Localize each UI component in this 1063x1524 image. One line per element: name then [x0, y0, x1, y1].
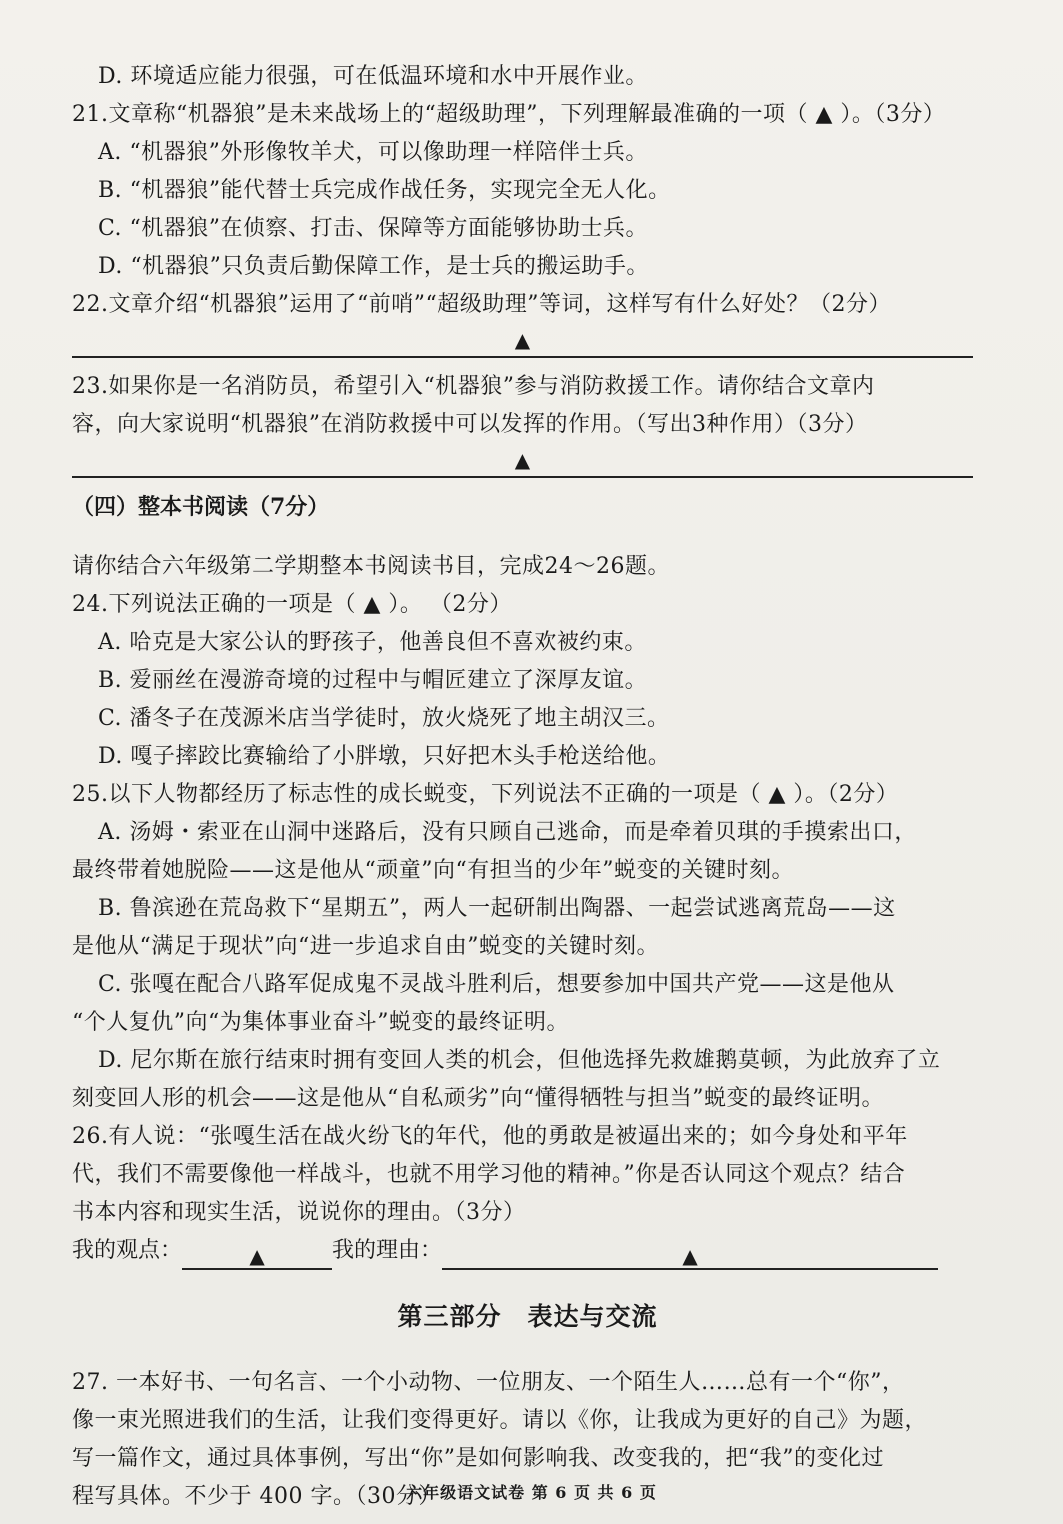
q21-option-b: B. “机器狼”能代替士兵完成作战任务，实现完全无人化。 [98, 178, 671, 203]
q26-answer-row [72, 1232, 983, 1270]
reason-label: 我的理由： [332, 1238, 443, 1263]
q21-stem: 21.文章称“机器狼”是未来战场上的“超级助理”，下列理解最准确的一项（ ▲ ）。（3分） [72, 102, 946, 127]
q23-stem-line-1: 23.如果你是一名消防员，希望引入“机器狼”参与消防救援工作。请你结合文章内 [72, 374, 875, 399]
q24-stem: 24.下列说法正确的一项是（ ▲ ）。 （2分） [72, 592, 512, 617]
q27-line-4: 程写具体。不少于 400 字。（30分） [72, 1484, 441, 1509]
answer-triangle-mark: ▲ [514, 448, 531, 472]
q21-option-d: D. “机器狼”只负责后勤保障工作，是士兵的搬运助手。 [98, 254, 649, 279]
q23-answer-line[interactable] [72, 446, 973, 478]
q22-answer-line[interactable] [72, 326, 973, 358]
part-3-title: 第三部分 表达与交流 [397, 1302, 658, 1331]
q23-stem-line-2: 容，向大家说明“机器狼”在消防救援中可以发挥的作用。（写出3种作用）（3分） [72, 412, 868, 437]
q24-option-d: D. 嘎子摔跤比赛输给了小胖墩，只好把木头手枪送给他。 [98, 744, 671, 769]
q27-line-1: 27. 一本好书、一句名言、一个小动物、一位朋友、一个陌生人……总有一个“你”， [72, 1370, 905, 1395]
q25-option-b-line-2: 是他从“满足于现状”向“进一步追求自由”蜕变的关键时刻。 [72, 934, 659, 959]
q25-option-a-line-1: A. 汤姆・索亚在山洞中迷路后，没有只顾自己逃命，而是牵着贝琪的手摸索出口， [98, 820, 917, 845]
q24-option-b: B. 爱丽丝在漫游奇境的过程中与帽匠建立了深厚友谊。 [98, 668, 648, 693]
q25-option-c-line-2: “个人复仇”向“为集体事业奋斗”蜕变的最终证明。 [72, 1010, 569, 1035]
q25-stem: 25.以下人物都经历了标志性的成长蜕变，下列说法不正确的一项是（ ▲ ）。（2分） [72, 782, 899, 807]
answer-triangle-mark: ▲ [514, 328, 531, 352]
q24-option-c: C. 潘冬子在茂源米店当学徒时，放火烧死了地主胡汉三。 [98, 706, 670, 731]
view-label: 我的观点： [72, 1238, 183, 1263]
q27-line-3: 写一篇作文，通过具体事例，写出“你”是如何影响我、改变我的，把“我”的变化过 [72, 1446, 884, 1471]
q20-option-d: D. 环境适应能力很强，可在低温环境和水中开展作业。 [98, 64, 648, 89]
q22-stem: 22.文章介绍“机器狼”运用了“前哨”“超级助理”等词，这样写有什么好处？（2分） [72, 292, 891, 317]
q27-line-2: 像一束光照进我们的生活，让我们变得更好。请以《你，让我成为更好的自己》为题， [72, 1408, 928, 1433]
answer-triangle-mark: ▲ [682, 1244, 698, 1268]
q21-option-c: C. “机器狼”在侦察、打击、保障等方面能够协助士兵。 [98, 216, 649, 241]
reason-blank[interactable] [442, 1238, 938, 1270]
q25-option-b-line-1: B. 鲁滨逊在荒岛救下“星期五”，两人一起研制出陶器、一起尝试逃离荒岛——这 [98, 896, 896, 921]
q26-stem-line-3: 书本内容和现实生活，说说你的理由。（3分） [72, 1200, 526, 1225]
page-footer: 六年级语文试卷 第 6 页 共 6 页 [406, 1483, 657, 1502]
q25-option-d-line-2: 刻变回人形的机会——这是他从“自私顽劣”向“懂得牺牲与担当”蜕变的最终证明。 [72, 1086, 884, 1111]
section-4-intro: 请你结合六年级第二学期整本书阅读书目，完成24～26题。 [72, 554, 670, 579]
q26-stem-line-2: 代，我们不需要像他一样战斗，也就不用学习他的精神。”你是否认同这个观点？结合 [72, 1162, 906, 1187]
q25-option-d-line-1: D. 尼尔斯在旅行结束时拥有变回人类的机会，但他选择先救雄鹅莫顿，为此放弃了立 [98, 1048, 941, 1073]
answer-triangle-mark: ▲ [249, 1244, 265, 1268]
q21-option-a: A. “机器狼”外形像牧羊犬，可以像助理一样陪伴士兵。 [98, 140, 648, 165]
q25-option-a-line-2: 最终带着她脱险——这是他从“顽童”向“有担当的少年”蜕变的关键时刻。 [72, 858, 794, 883]
q24-option-a: A. 哈克是大家公认的野孩子，他善良但不喜欢被约束。 [98, 630, 647, 655]
view-blank[interactable] [182, 1238, 332, 1270]
q26-stem-line-1: 26.有人说：“张嘎生活在战火纷飞的年代，他的勇敢是被逼出来的；如今身处和平年 [72, 1124, 908, 1149]
section-4-title: （四）整本书阅读（7分） [72, 494, 330, 520]
q25-option-c-line-1: C. 张嘎在配合八路军促成鬼不灵战斗胜利后，想要参加中国共产党——这是他从 [98, 972, 895, 997]
